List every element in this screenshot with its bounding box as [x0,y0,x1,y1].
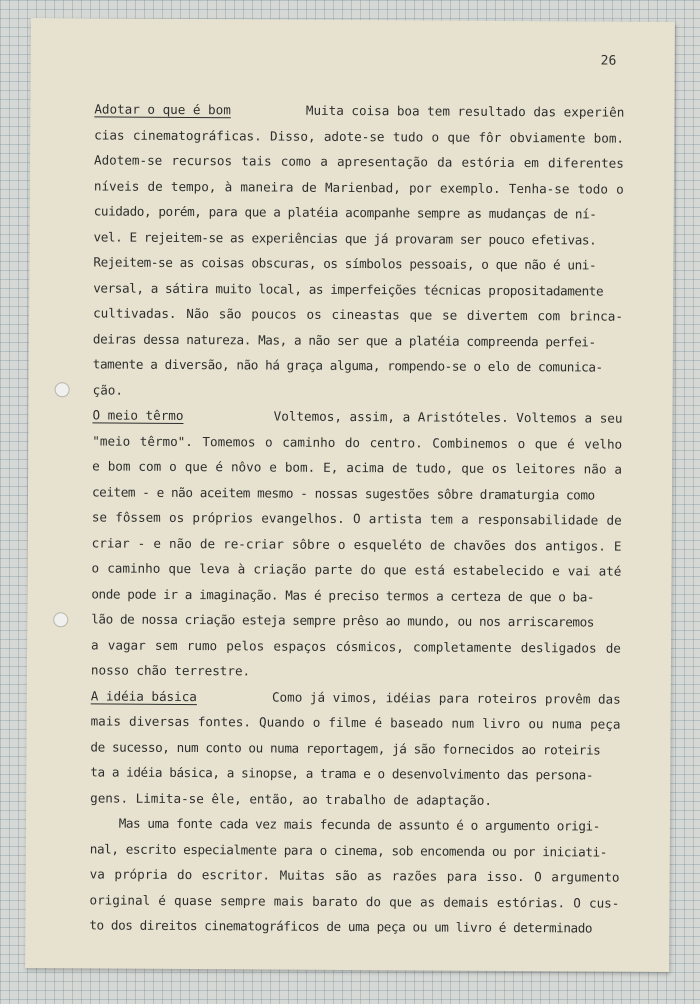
text-line [91,632,621,661]
text-line [90,759,620,788]
text-line [91,683,621,712]
line-text: va própria do escritor. Muitas são as razões para isso. O argumento [89,866,620,885]
line-text: nosso chão terrestre. [90,662,251,679]
line-text: to dos direitos cinematográficos de uma peça ou um livro é determinado [89,917,593,936]
line-text: ta a idéia básica, a sinopse, a trama e o desenvolvimento das persona- [90,764,594,783]
punch-hole [55,382,70,397]
text-line [90,861,620,890]
text-line [94,122,624,151]
text-line [93,249,623,278]
line-text: nal, escrito especialmente para o cinema, sob encomenda ou por iniciati- [89,840,607,860]
text-line [93,351,623,380]
punch-hole [53,612,68,627]
line-text: se fôssem os próprios evangelhos. O artista tem a responsabilidade de [91,509,622,528]
line-text: ção. [92,381,124,398]
line-text: mais diversas fontes. Quando o filme é baseado num livro ou numa peça [90,713,621,732]
line-text: Voltemos, assim, a Aristóteles. Voltemos a seu [273,408,623,426]
line-text: e bom com o que é nôvo e bom. E, acima de tudo, que os leitores não a [92,458,623,477]
text-line [91,581,621,610]
text-line [94,147,624,176]
line-text: versal, a sátira muito local, as imperfeições técnicas propositadamente [93,279,604,299]
line-text: gens. Limita-se êle, então, ao trabalho de adaptação. [90,789,493,808]
text-line [90,785,620,814]
line-text: deiras dessa natureza. Mas, a não ser que a platéia compreenda perfei- [92,330,596,349]
line-text: vel. E rejeitem-se as experiências que já provaram ser pouco efetivas. [93,228,597,247]
line-text: tamente a diversão, não há graça alguma, rompendo-se o elo de comunica- [92,356,603,375]
text-line [91,657,621,686]
text-line [93,224,623,253]
line-text: Adotem-se recursos tais como a apresentação da estória em diferentes [93,152,624,171]
text-line [90,836,620,865]
section-heading: O meio têrmo [92,407,184,423]
line-text: Mas uma fonte cada vez mais fecunda de assunto é o argumento origi- [89,815,600,834]
text-line [89,887,619,916]
line-text: a vagar sem rumo pelos espaços cósmicos, completamente desligados de [91,636,621,656]
text-line [94,96,624,125]
text-line [93,300,623,329]
text-line [90,734,620,763]
text-line [92,504,622,533]
text-line [90,810,620,839]
text-line [93,326,623,355]
line-text: cultivadas. Não são poucos os cineastas que se divertem com brinca- [93,305,624,324]
text-line [94,173,624,202]
line-text: Muita coisa boa tem resultado das experiên [305,102,625,120]
line-text: lão de nossa criação esteja sempre prêso ao mundo, ou nos arriscaremos [91,611,595,630]
body-text [89,96,624,941]
line-text: "meio têrmo". Tomemos o caminho do centro. Combinemos o que é velho [92,432,623,452]
section-heading: A idéia básica [90,687,197,704]
text-line [92,530,622,559]
line-text: Como já vimos, idéias para roteiros provêm das [271,689,621,707]
line-text: onde pode ir a imaginação. Mas é preciso termos a certeza de que o ba- [91,585,595,604]
line-text: cuidado, porém, para que a platéia acompanhe sempre as mudanças de ní- [93,203,597,222]
line-text: cias cinematográficas. Disso, adote-se tudo o que fôr obviamente bom. [94,126,625,146]
text-line [92,402,622,431]
text-line [92,479,622,508]
text-line [91,606,621,635]
line-text: ceitem - e não aceitem mesmo - nossas sugestões sôbre dramaturgia como [91,483,595,502]
text-line [93,275,623,304]
line-text: Rejeitem-se as coisas obscuras, os símbolos pessoais, o que não é uni- [93,254,597,273]
page-number: 26 [600,53,617,69]
line-text: de sucesso, num conto ou numa reportagem, já são fornecidos ao roteiris [90,738,601,758]
text-line [92,453,622,482]
line-text: original é quase sempre mais barato do que as demais estórias. O cus- [89,891,620,911]
text-line [92,428,622,457]
line-text: criar - e não de re-criar sôbre o esqueléto de chavões dos antigos. E [91,534,622,554]
line-text: o caminho que leva à criação parte do que está estabelecido e vai até [91,560,622,579]
text-line [93,377,623,406]
text-line [91,555,621,584]
typewritten-page [25,18,675,972]
section-heading: Adotar o que é bom [94,101,231,118]
line-text: níveis de tempo, à maneira de Marienbad, por exemplo. Tenha-se todo o [93,177,624,197]
text-line [91,708,621,737]
text-line [89,912,619,941]
text-line [94,198,624,227]
